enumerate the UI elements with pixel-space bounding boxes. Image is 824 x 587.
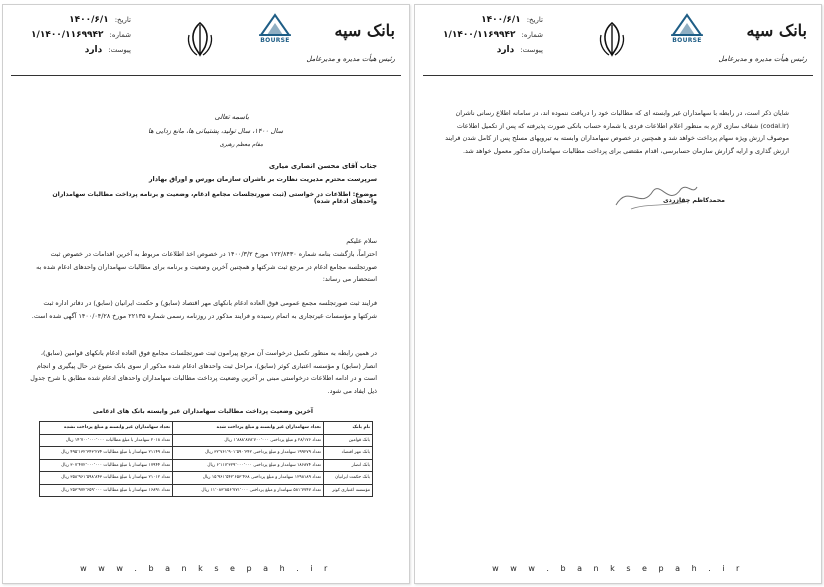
table-row	[40, 472, 373, 485]
number-value: ۱/۱۴۰۰/۱۱۶۹۹۴۲	[443, 30, 516, 40]
table-row	[40, 447, 373, 460]
bank-subtitle: رئیس هیأت مدیره و مدیرعامل	[306, 55, 395, 63]
table-cell: تعداد ۲۱۰۱۲ سهامدار با مبلغ مطالبات ۳۵۸٬۹۶۱٬۵۹۸٬۸۴۳ ریال	[40, 472, 173, 485]
letter-page-2	[414, 4, 822, 584]
salutation: باسمه تعالی	[214, 113, 249, 121]
paragraph-3: در همین رابطه به منظور تکمیل درخواست آن مرجع پیرامون ثبت صورتجلسات مجامع فوق العاده ادغام بانکهای قوامین (سابق)، انصار (سابق) و مؤسسه اعتباری کوثر (سابق)، مراحل ثبت واحدهای ادغام شده مذکور از سوی بانک متبوع در حال پیگیری و انجام است و در ادامه اطلاعات درخواستی مبنی بر آخرین وضعیت پرداخت مطالبات سهامداران واحدهای ادغام شده مطابق با شرح جدول ذیل ایفاد می شود.	[30, 349, 377, 395]
letter-meta	[443, 13, 543, 58]
table-cell: تعداد ۲۰۱۸ سهامدار با مبلغ مطالبات ۱۴٬۷۰۰٬۰۰۰٬۰۰۰ ریال	[40, 434, 173, 447]
payment-status-table	[39, 421, 373, 497]
table-row	[40, 484, 373, 497]
bank-name: بانک سپه	[746, 21, 807, 40]
table-cell: بانک حکمت ایرانیان	[323, 472, 372, 485]
table-row	[40, 459, 373, 472]
iran-emblem-icon	[595, 19, 629, 59]
date-value: ۱۴۰۰/۶/۱	[69, 15, 109, 25]
date-value: ۱۴۰۰/۶/۱	[481, 15, 521, 25]
bourse-logo	[255, 13, 295, 44]
table-cell: تعداد ۱۹۹۲۷۹ سهامدار و مبلغ پرداختی ۳۲٬۷۶۱٬۹۰۱٬۵۹۰٬۳۴۲ ریال	[173, 447, 324, 460]
date-label: تاریخ:	[526, 16, 543, 24]
table-cell: تعداد ۱۸۶۸۷۴ سهامدار و مبلغ پرداختی ۶٬۱۱۷٬۳۲۹٬۰۰۰٬۰۰۰ ریال	[173, 459, 324, 472]
continuation-paragraph: شایان ذکر است، در رابطه با سهامداران غیر وابسته ای که مطالبات خود را دریافت ننموده اند، در سامانه اطلاع رسانی ناشران (codal.ir) شفاف سازی لازم به منظور اعلام اطلاعات فردی یا شماره حساب بانکی صورت پذیرفته که پس از تکمیل اطلاعات موصوف ارزش ویژه سهام پرداخت خواهد شد و همچنین در خصوص سهامداران وابسته به تیرویهای مسلح پس از کامل شدن فرایند ارزش گذاری و ارایه گزارش سازمان حسابرسی، اقدام مقتضی برای پرداخت مطالبات سهامداران مذکور معمول خواهد شد.	[445, 109, 789, 155]
number-value: ۱/۱۴۰۰/۱۱۶۹۹۴۲	[31, 30, 104, 40]
bourse-text: BOURSE	[672, 37, 702, 44]
table-cell: بانک مهر اقتصاد	[323, 447, 372, 460]
recipient-name: جناب آقای محسن انصاری میاری	[268, 162, 377, 170]
recipient-title: سرپرست محترم مدیریت نظارت بر ناشران سازمان بورس و اوراق بهادار	[148, 175, 377, 183]
number-label: شماره:	[521, 31, 543, 39]
slogan-author: مقام معظم رهبری	[219, 142, 263, 148]
paragraph-1: احتراماً، بازگشت بنامه شماره ۱۲۲/۸۴۳۰ مورخ ۱۴۰۰/۳/۲ در خصوص اخذ اطلاعات مربوط به آخرین اقدامات در خصوص ثبت صورتجلسه مجامع ادغام در مرجع ثبت شرکتها و همچنین آخرین وضعیت و برنامه برای مطالبات سهامداران واحدهای ادغام شده به استحضار می رساند:	[36, 250, 377, 283]
attachment-label: پیوست:	[108, 46, 131, 54]
table-cell: تعداد ۲۱۱۴۹ سهامدار با مبلغ مطالبات ۴۹۵٬۱۳۲٬۳۴۳٬۲۷۴ ریال	[40, 447, 173, 460]
bank-subtitle: رئیس هیأت مدیره و مدیرعامل	[718, 55, 807, 63]
attachment-label: پیوست:	[520, 46, 543, 54]
number-label: شماره:	[109, 31, 131, 39]
table-row	[40, 434, 373, 447]
footer-website: w w w . b a n k s e p a h . i r	[492, 564, 744, 573]
header-divider	[11, 75, 401, 76]
column-header-bank: نام بانک	[323, 422, 372, 435]
greeting: سلام علیکم	[346, 237, 377, 245]
footer-website: w w w . b a n k s e p a h . i r	[80, 564, 332, 573]
letter-page-1	[2, 4, 410, 584]
table-cell: بانک انصار	[323, 459, 372, 472]
attachment-value: دارد	[496, 45, 515, 55]
year-slogan: سال ۱۴۰۰، سال تولید، پشتیبانی ها، مانع زدایی ها	[148, 127, 283, 135]
table-cell: تعداد ۵۸۱٬۷۷۴۷ سهامدار و مبلغ پرداختی ۱۱٬۰۸۳٬۸۵۶٬۷۷۱٬۰۰۰ ریال	[173, 484, 324, 497]
bourse-logo-icon	[255, 13, 295, 37]
letter-meta	[31, 13, 131, 58]
bourse-logo	[667, 13, 707, 44]
table-cell: تعداد ۱۶۸۹۱ سهامدار با مبلغ مطالبات ۲۵۳٬۹۷۲٬۶۵۹٬۰۰۰ ریال	[40, 484, 173, 497]
paragraph-2: فرایند ثبت صورتجلسه مجمع عمومی فوق العاده ادغام بانکهای مهر اقتصاد (سابق) و حکمت ایرانیان (سابق) در دفاتر اداره ثبت شرکتها و مؤسسات غیرتجاری به اتمام رسیده و فرایند مذکور در روزنامه رسمی شماره ۲۲۱۳۵ مورخ ۱۴۰۰/۰۴/۲۸ آگهی شده است.	[31, 299, 377, 320]
bourse-text: BOURSE	[260, 37, 290, 44]
signatory-name: محمدکاظم چقازردی	[663, 197, 725, 204]
table-cell: تعداد ۱۲۹۸۱۸۹ سهامدار و مبلغ پرداختی ۱۵٬۹۶۱٬۵۴۲٬۶۵۳٬۴۶۸ ریال	[173, 472, 324, 485]
table-cell: مؤسسه اعتباری کوثر	[323, 484, 372, 497]
table-cell: تعداد ۲۸/۱۷۶ و مبلغ پرداختی ۱٬۸۸۸٬۸۷۸٬۷۰۰٬۰۰۰ ریال	[173, 434, 324, 447]
iran-emblem-icon	[183, 19, 217, 59]
column-header-paid: تعداد سهامداران غیر وابسته و مبلغ پرداخت شده	[173, 422, 324, 435]
letter-subject: موضوع: اطلاعات در خواستی (ثبت صورتجلسات مجامع ادغام، وضعیت و برنامه پرداخت مطالبات سهامداران واحدهای ادغام شده)	[52, 191, 377, 205]
attachment-value: دارد	[84, 45, 103, 55]
table-title: آخرین وضعیت پرداخت مطالبات سهامداران غیر وابسته بانک های ادغامی	[92, 408, 314, 415]
table-cell: بانک قوامین	[323, 434, 372, 447]
date-label: تاریخ:	[114, 16, 131, 24]
column-header-unpaid: تعداد سهامداران غیر وابسته و مبلغ پرداخت نشده	[40, 422, 173, 435]
bank-name: بانک سپه	[334, 21, 395, 40]
table-header-row	[40, 422, 373, 435]
header-divider	[423, 75, 813, 76]
table-cell: تعداد ۱۷۹۴۴ سهامدار با مبلغ مطالبات ۳۰۷٬۴۷۲٬۰۰۰٬۰۰۰ ریال	[40, 459, 173, 472]
bourse-logo-icon	[667, 13, 707, 37]
